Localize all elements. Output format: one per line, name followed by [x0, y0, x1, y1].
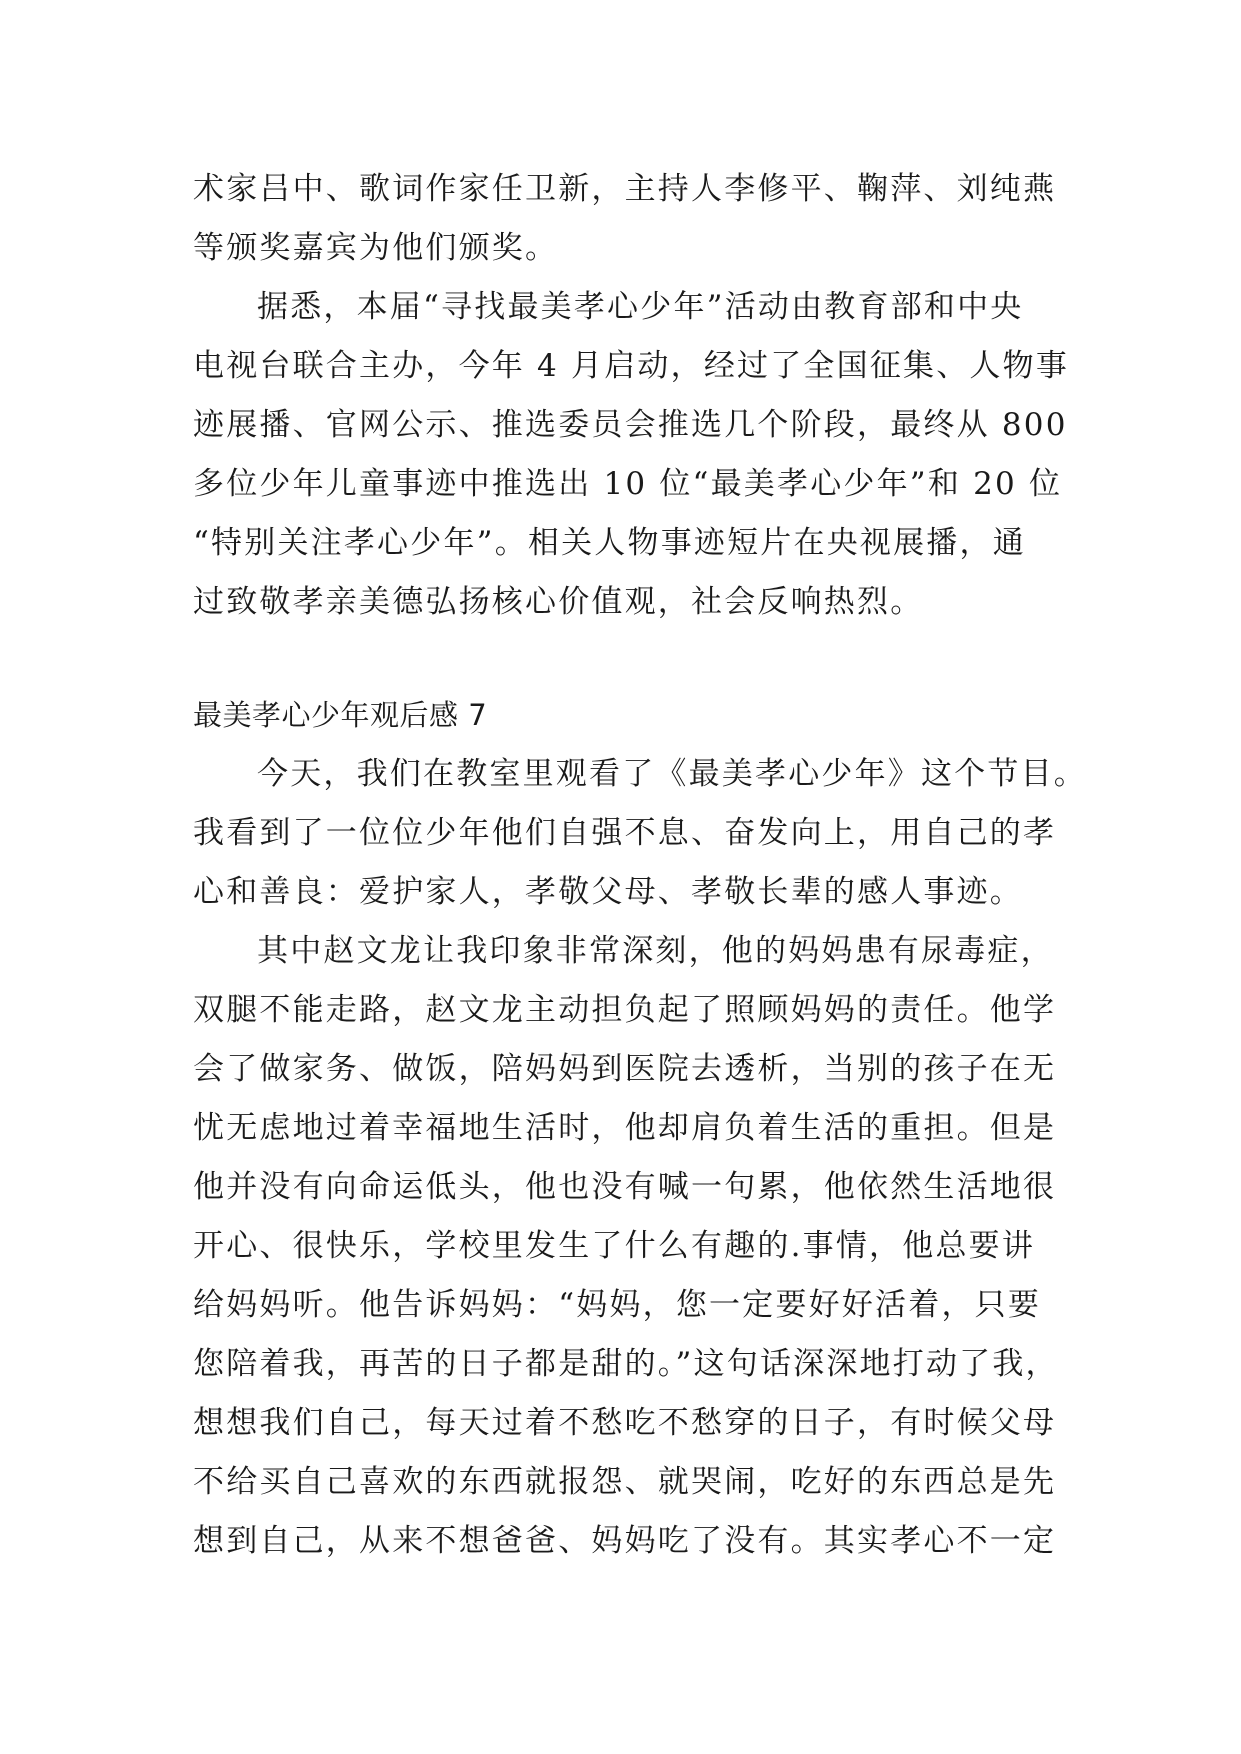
text-line: 给妈妈听。他告诉妈妈：“妈妈，您一定要好好活着，只要 — [193, 1287, 1042, 1323]
paragraph-first-line: 其中赵文龙让我印象非常深刻，他的妈妈患有尿毒症， — [257, 933, 1054, 969]
text-line: 开心、很快乐，学校里发生了什么有趣的.事情，他总要讲 — [193, 1228, 1036, 1264]
text-line: 会了做家务、做饭，陪妈妈到医院去透析，当别的孩子在无 — [193, 1051, 1057, 1087]
section-title: 最美孝心少年观后感 7 — [193, 698, 488, 732]
text-line: 想想我们自己，每天过着不愁吃不愁穿的日子，有时候父母 — [193, 1405, 1057, 1441]
text-line: 电视台联合主办，今年 4 月启动，经过了全国征集、人物事 — [193, 348, 1070, 384]
text-line: 不给买自己喜欢的东西就报怨、就哭闹，吃好的东西总是先 — [193, 1464, 1057, 1500]
text-line: 等颁奖嘉宾为他们颁奖。 — [193, 230, 559, 266]
section-spacer — [193, 632, 1053, 686]
text-line: “特别关注孝心少年”。相关人物事迹短片在央视展播，通 — [193, 525, 1026, 561]
text-line: 他并没有向命运低头，他也没有喊一句累，他依然生活地很 — [193, 1169, 1057, 1205]
text-line: 您陪着我，再苦的日子都是甜的。”这句话深深地打动了我， — [193, 1346, 1059, 1382]
text-line: 迹展播、官网公示、推选委员会推选几个阶段，最终从 800 — [193, 407, 1068, 443]
text-line: 术家吕中、歌词作家任卫新，主持人李修平、鞠萍、刘纯燕 — [193, 171, 1057, 207]
text-line: 忧无虑地过着幸福地生活时，他却肩负着生活的重担。但是 — [193, 1110, 1057, 1146]
text-line: 我看到了一位位少年他们自强不息、奋发向上，用自己的孝 — [193, 815, 1057, 851]
paragraph-first-line: 今天，我们在教室里观看了《最美孝心少年》这个节目。 — [257, 756, 1087, 792]
text-line: 多位少年儿童事迹中推选出 10 位“最美孝心少年”和 20 位 — [193, 466, 1063, 502]
text-line: 心和善良：爱护家人，孝敬父母、孝敬长辈的感人事迹。 — [193, 874, 1023, 910]
text-line: 过致敬孝亲美德弘扬核心价值观，社会反响热烈。 — [193, 584, 924, 620]
document-body — [193, 160, 1087, 1571]
text-line: 双腿不能走路，赵文龙主动担负起了照顾妈妈的责任。他学 — [193, 992, 1057, 1028]
paragraph-first-line: 据悉，本届“寻找最美孝心少年”活动由教育部和中央 — [257, 289, 1024, 325]
text-line: 想到自己，从来不想爸爸、妈妈吃了没有。其实孝心不一定 — [193, 1523, 1057, 1559]
